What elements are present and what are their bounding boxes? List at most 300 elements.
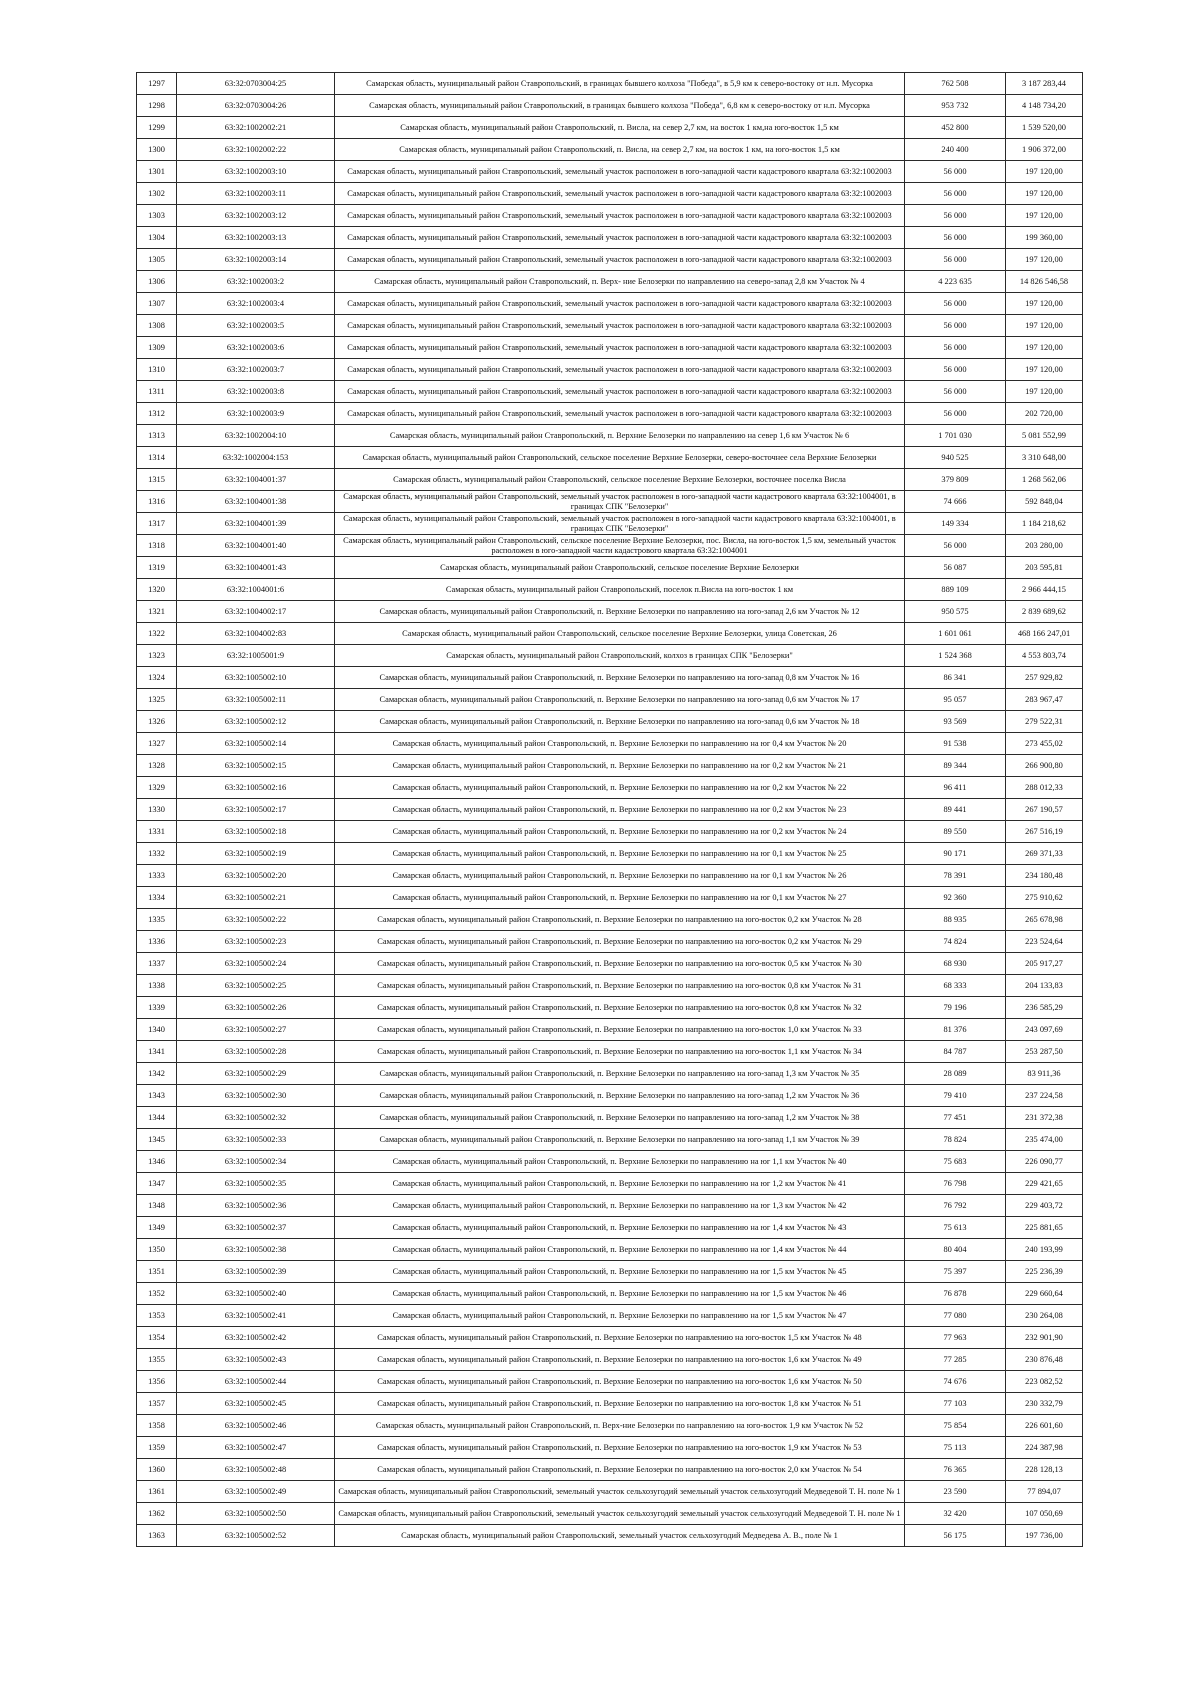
cadastral-value-cell: 275 910,62: [1006, 887, 1083, 909]
cadastral-number-cell: 63:32:1004001:38: [177, 491, 335, 513]
table-row: [137, 1283, 1083, 1305]
cadastral-number-cell: 63:32:1005002:35: [177, 1173, 335, 1195]
row-number-cell: 1333: [137, 865, 177, 887]
cadastral-number-cell: 63:32:1005002:29: [177, 1063, 335, 1085]
cadastral-value-cell: 592 848,04: [1006, 491, 1083, 513]
area-cell: 75 113: [905, 1437, 1006, 1459]
address-cell: Самарская область, муниципальный район Ставропольский, земельный участок расположен в юго-западной части кадастрового квартала 63:32:1002003: [335, 205, 905, 227]
row-number-cell: 1312: [137, 403, 177, 425]
area-cell: 88 935: [905, 909, 1006, 931]
area-cell: 93 569: [905, 711, 1006, 733]
table-row: [137, 1525, 1083, 1547]
cadastral-number-cell: 63:32:1005002:40: [177, 1283, 335, 1305]
row-number-cell: 1297: [137, 73, 177, 95]
table-row: [137, 645, 1083, 667]
cadastral-number-cell: 63:32:1005002:37: [177, 1217, 335, 1239]
row-number-cell: 1298: [137, 95, 177, 117]
area-cell: 56 000: [905, 161, 1006, 183]
row-number-cell: 1317: [137, 513, 177, 535]
table-row: [137, 1151, 1083, 1173]
table-row: [137, 447, 1083, 469]
area-cell: 68 333: [905, 975, 1006, 997]
cadastral-value-cell: 240 193,99: [1006, 1239, 1083, 1261]
table-row: [137, 733, 1083, 755]
row-number-cell: 1354: [137, 1327, 177, 1349]
row-number-cell: 1350: [137, 1239, 177, 1261]
area-cell: 76 365: [905, 1459, 1006, 1481]
row-number-cell: 1315: [137, 469, 177, 491]
cadastral-value-cell: 257 929,82: [1006, 667, 1083, 689]
address-cell: Самарская область, муниципальный район Ставропольский, земельный участок расположен в юго-западной части кадастрового квартала 63:32:1002003: [335, 249, 905, 271]
cadastral-value-cell: 267 516,19: [1006, 821, 1083, 843]
cadastral-number-cell: 63:32:1005002:46: [177, 1415, 335, 1437]
area-cell: 75 683: [905, 1151, 1006, 1173]
area-cell: 940 525: [905, 447, 1006, 469]
row-number-cell: 1325: [137, 689, 177, 711]
cadastral-value-cell: 3 187 283,44: [1006, 73, 1083, 95]
cadastral-value-cell: 197 120,00: [1006, 249, 1083, 271]
cadastral-number-cell: 63:32:1004001:37: [177, 469, 335, 491]
address-cell: Самарская область, муниципальный район Ставропольский, п. Верхние Белозерки по направлению на юг 1,5 км Участок № 45: [335, 1261, 905, 1283]
cadastral-number-cell: 63:32:1004001:40: [177, 535, 335, 557]
area-cell: 1 701 030: [905, 425, 1006, 447]
area-cell: 56 000: [905, 293, 1006, 315]
area-cell: 80 404: [905, 1239, 1006, 1261]
address-cell: Самарская область, муниципальный район Ставропольский, п. Верхние Белозерки по направлению на юг 0,2 км Участок № 21: [335, 755, 905, 777]
area-cell: 56 175: [905, 1525, 1006, 1547]
table-row: [137, 1305, 1083, 1327]
cadastral-value-cell: 230 332,79: [1006, 1393, 1083, 1415]
cadastral-number-cell: 63:32:1004002:83: [177, 623, 335, 645]
row-number-cell: 1362: [137, 1503, 177, 1525]
table-row: [137, 909, 1083, 931]
area-cell: 77 451: [905, 1107, 1006, 1129]
row-number-cell: 1359: [137, 1437, 177, 1459]
row-number-cell: 1338: [137, 975, 177, 997]
cadastral-value-cell: 1 539 520,00: [1006, 117, 1083, 139]
cadastral-value-cell: 279 522,31: [1006, 711, 1083, 733]
address-cell: Самарская область, муниципальный район Ставропольский, сельское поселение Верхние Белозерки, улица Советская, 26: [335, 623, 905, 645]
address-cell: Самарская область, муниципальный район Ставропольский, п. Верхние Белозерки по направлению на юго-восток 1,8 км Участок № 51: [335, 1393, 905, 1415]
cadastral-number-cell: 63:32:1002004:153: [177, 447, 335, 469]
table-row: [137, 1195, 1083, 1217]
table-row: [137, 1261, 1083, 1283]
address-cell: Самарская область, муниципальный район Ставропольский, п. Верхние Белозерки по направлению на север 1,6 км Участок № 6: [335, 425, 905, 447]
cadastral-number-cell: 63:32:1005002:18: [177, 821, 335, 843]
table-row: [137, 1129, 1083, 1151]
area-cell: 86 341: [905, 667, 1006, 689]
row-number-cell: 1309: [137, 337, 177, 359]
cadastral-value-cell: 224 387,98: [1006, 1437, 1083, 1459]
table-row: [137, 1415, 1083, 1437]
area-cell: 77 285: [905, 1349, 1006, 1371]
address-cell: Самарская область, муниципальный район Ставропольский, земельный участок расположен в юго-западной части кадастрового квартала 63:32:1002003: [335, 381, 905, 403]
cadastral-number-cell: 63:32:1002002:21: [177, 117, 335, 139]
address-cell: Самарская область, муниципальный район Ставропольский, п. Верхние Белозерки по направлению на юго-запад 0,6 км Участок № 18: [335, 711, 905, 733]
area-cell: 1 524 368: [905, 645, 1006, 667]
row-number-cell: 1304: [137, 227, 177, 249]
area-cell: 953 732: [905, 95, 1006, 117]
cadastral-number-cell: 63:32:1005002:36: [177, 1195, 335, 1217]
cadastral-value-cell: 197 120,00: [1006, 293, 1083, 315]
table-row: [137, 997, 1083, 1019]
cadastral-number-cell: 63:32:1005002:23: [177, 931, 335, 953]
address-cell: Самарская область, муниципальный район Ставропольский, п. Верхние Белозерки по направлению на юго-запад 0,8 км Участок № 16: [335, 667, 905, 689]
address-cell: Самарская область, муниципальный район Ставропольский, земельный участок расположен в юго-западной части кадастрового квартала 63:32:1002003: [335, 227, 905, 249]
row-number-cell: 1355: [137, 1349, 177, 1371]
row-number-cell: 1337: [137, 953, 177, 975]
cadastral-value-cell: 267 190,57: [1006, 799, 1083, 821]
cadastral-number-cell: 63:32:1005002:11: [177, 689, 335, 711]
address-cell: Самарская область, муниципальный район Ставропольский, п. Верхние Белозерки по направлению на юг 0,1 км Участок № 26: [335, 865, 905, 887]
address-cell: Самарская область, муниципальный район Ставропольский, п. Верхние Белозерки по направлению на юго-запад 1,2 км Участок № 36: [335, 1085, 905, 1107]
cadastral-number-cell: 63:32:1005002:52: [177, 1525, 335, 1547]
row-number-cell: 1344: [137, 1107, 177, 1129]
table-row: [137, 667, 1083, 689]
area-cell: 89 550: [905, 821, 1006, 843]
table-row: [137, 293, 1083, 315]
address-cell: Самарская область, муниципальный район Ставропольский, п. Верхние Белозерки по направлению на юго-восток 0,5 км Участок № 30: [335, 953, 905, 975]
table-row: [137, 1085, 1083, 1107]
row-number-cell: 1343: [137, 1085, 177, 1107]
address-cell: Самарская область, муниципальный район Ставропольский, поселок п.Висла на юго-восток 1 км: [335, 579, 905, 601]
address-cell: Самарская область, муниципальный район Ставропольский, п. Верхние Белозерки по направлению на юг 1,4 км Участок № 43: [335, 1217, 905, 1239]
table-row: [137, 73, 1083, 95]
table-row: [137, 271, 1083, 293]
area-cell: 84 787: [905, 1041, 1006, 1063]
area-cell: 240 400: [905, 139, 1006, 161]
row-number-cell: 1349: [137, 1217, 177, 1239]
cadastral-number-cell: 63:32:1005002:15: [177, 755, 335, 777]
cadastral-value-cell: 83 911,36: [1006, 1063, 1083, 1085]
cadastral-number-cell: 63:32:1002002:22: [177, 139, 335, 161]
table-row: [137, 117, 1083, 139]
row-number-cell: 1352: [137, 1283, 177, 1305]
address-cell: Самарская область, муниципальный район Ставропольский, сельское поселение Верхние Белозерки, пос. Висла, на юго-восток 1,5 км, земельный участок расположен в юго-западной части кадастрового квартала 63:32:1004001: [335, 535, 905, 557]
cadastral-number-cell: 63:32:1005002:12: [177, 711, 335, 733]
area-cell: 74 824: [905, 931, 1006, 953]
table-row: [137, 1459, 1083, 1481]
table-row: [137, 227, 1083, 249]
cadastral-value-cell: 4 553 803,74: [1006, 645, 1083, 667]
row-number-cell: 1321: [137, 601, 177, 623]
address-cell: Самарская область, муниципальный район Ставропольский, колхоз в границах СПК "Белозерки": [335, 645, 905, 667]
row-number-cell: 1320: [137, 579, 177, 601]
row-number-cell: 1301: [137, 161, 177, 183]
cadastral-value-cell: 236 585,29: [1006, 997, 1083, 1019]
table-row: [137, 315, 1083, 337]
table-row: [137, 799, 1083, 821]
table-row: [137, 1217, 1083, 1239]
cadastral-value-cell: 225 236,39: [1006, 1261, 1083, 1283]
row-number-cell: 1357: [137, 1393, 177, 1415]
area-cell: 889 109: [905, 579, 1006, 601]
cadastral-value-cell: 204 133,83: [1006, 975, 1083, 997]
address-cell: Самарская область, муниципальный район Ставропольский, п. Верхние Белозерки по направлению на юг 0,2 км Участок № 24: [335, 821, 905, 843]
cadastral-number-cell: 63:32:1002003:2: [177, 271, 335, 293]
area-cell: 79 410: [905, 1085, 1006, 1107]
cadastral-number-cell: 63:32:1002003:10: [177, 161, 335, 183]
cadastral-value-cell: 230 876,48: [1006, 1349, 1083, 1371]
address-cell: Самарская область, муниципальный район Ставропольский, п. Верх- ние Белозерки по направлению на северо-запад 2,8 км Участок № 4: [335, 271, 905, 293]
table-row: [137, 359, 1083, 381]
cadastral-number-cell: 63:32:1005001:9: [177, 645, 335, 667]
area-cell: 77 103: [905, 1393, 1006, 1415]
cadastral-value-cell: 197 120,00: [1006, 359, 1083, 381]
table-row: [137, 1063, 1083, 1085]
row-number-cell: 1330: [137, 799, 177, 821]
area-cell: 56 000: [905, 337, 1006, 359]
area-cell: 950 575: [905, 601, 1006, 623]
table-row: [137, 601, 1083, 623]
cadastral-number-cell: 63:32:1005002:20: [177, 865, 335, 887]
cadastral-value-cell: 225 881,65: [1006, 1217, 1083, 1239]
cadastral-number-cell: 63:32:1004002:17: [177, 601, 335, 623]
cadastral-value-cell: 205 917,27: [1006, 953, 1083, 975]
cadastral-value-cell: 265 678,98: [1006, 909, 1083, 931]
table-row: [137, 1173, 1083, 1195]
row-number-cell: 1306: [137, 271, 177, 293]
address-cell: Самарская область, муниципальный район Ставропольский, п. Верхние Белозерки по направлению на юго-восток 0,2 км Участок № 29: [335, 931, 905, 953]
row-number-cell: 1332: [137, 843, 177, 865]
row-number-cell: 1361: [137, 1481, 177, 1503]
area-cell: 4 223 635: [905, 271, 1006, 293]
row-number-cell: 1327: [137, 733, 177, 755]
row-number-cell: 1341: [137, 1041, 177, 1063]
cadastral-value-cell: 5 081 552,99: [1006, 425, 1083, 447]
cadastral-value-cell: 230 264,08: [1006, 1305, 1083, 1327]
cadastral-value-cell: 229 660,64: [1006, 1283, 1083, 1305]
row-number-cell: 1319: [137, 557, 177, 579]
area-cell: 75 397: [905, 1261, 1006, 1283]
cadastral-value-cell: 273 455,02: [1006, 733, 1083, 755]
cadastral-number-cell: 63:32:1005002:48: [177, 1459, 335, 1481]
table-row: [137, 1437, 1083, 1459]
area-cell: 77 080: [905, 1305, 1006, 1327]
row-number-cell: 1329: [137, 777, 177, 799]
address-cell: Самарская область, муниципальный район Ставропольский, земельный участок расположен в юго-западной части кадастрового квартала 63:32:1004001, в границах СПК "Белозерки": [335, 513, 905, 535]
row-number-cell: 1347: [137, 1173, 177, 1195]
cadastral-number-cell: 63:32:1002003:8: [177, 381, 335, 403]
cadastral-value-cell: 283 967,47: [1006, 689, 1083, 711]
cadastral-value-cell: 468 166 247,01: [1006, 623, 1083, 645]
cadastral-number-cell: 63:32:1005002:47: [177, 1437, 335, 1459]
area-cell: 56 000: [905, 315, 1006, 337]
row-number-cell: 1324: [137, 667, 177, 689]
address-cell: Самарская область, муниципальный район Ставропольский, п. Верхние Белозерки по направлению на юг 1,3 км Участок № 42: [335, 1195, 905, 1217]
cadastral-number-cell: 63:32:1005002:21: [177, 887, 335, 909]
table-row: [137, 975, 1083, 997]
row-number-cell: 1358: [137, 1415, 177, 1437]
row-number-cell: 1340: [137, 1019, 177, 1041]
cadastral-value-cell: 197 120,00: [1006, 161, 1083, 183]
cadastral-value-cell: 203 595,81: [1006, 557, 1083, 579]
table-row: [137, 1041, 1083, 1063]
area-cell: 76 878: [905, 1283, 1006, 1305]
row-number-cell: 1336: [137, 931, 177, 953]
cadastral-value-cell: 288 012,33: [1006, 777, 1083, 799]
address-cell: Самарская область, муниципальный район Ставропольский, в границах бывшего колхоза "Победа", 6,8 км к северо-востоку от н.п. Мусорка: [335, 95, 905, 117]
cadastral-number-cell: 63:32:1002003:5: [177, 315, 335, 337]
cadastral-value-cell: 2 839 689,62: [1006, 601, 1083, 623]
address-cell: Самарская область, муниципальный район Ставропольский, п. Верхние Белозерки по направлению на юг 1,5 км Участок № 46: [335, 1283, 905, 1305]
address-cell: Самарская область, муниципальный район Ставропольский, сельское поселение Верхние Белозерки: [335, 557, 905, 579]
cadastral-value-cell: 199 360,00: [1006, 227, 1083, 249]
cadastral-value-cell: 269 371,33: [1006, 843, 1083, 865]
cadastral-value-cell: 197 120,00: [1006, 337, 1083, 359]
cadastral-value-cell: 197 120,00: [1006, 205, 1083, 227]
cadastral-number-cell: 63:32:1005002:50: [177, 1503, 335, 1525]
address-cell: Самарская область, муниципальный район Ставропольский, п. Верхние Белозерки по направлению на юго-восток 0,8 км Участок № 31: [335, 975, 905, 997]
row-number-cell: 1300: [137, 139, 177, 161]
cadastral-number-cell: 63:32:1005002:39: [177, 1261, 335, 1283]
address-cell: Самарская область, муниципальный район Ставропольский, п. Верхние Белозерки по направлению на юг 0,2 км Участок № 23: [335, 799, 905, 821]
table-row: [137, 95, 1083, 117]
cadastral-value-cell: 203 280,00: [1006, 535, 1083, 557]
cadastral-number-cell: 63:32:1002003:9: [177, 403, 335, 425]
table-row: [137, 887, 1083, 909]
table-row: [137, 425, 1083, 447]
row-number-cell: 1348: [137, 1195, 177, 1217]
table-row: [137, 1503, 1083, 1525]
area-cell: 78 391: [905, 865, 1006, 887]
table-row: [137, 1107, 1083, 1129]
cadastral-number-cell: 63:32:1005002:32: [177, 1107, 335, 1129]
area-cell: 56 000: [905, 249, 1006, 271]
area-cell: 1 601 061: [905, 623, 1006, 645]
address-cell: Самарская область, муниципальный район Ставропольский, п. Верхние Белозерки по направлению на юго-восток 1,0 км Участок № 33: [335, 1019, 905, 1041]
area-cell: 452 800: [905, 117, 1006, 139]
address-cell: Самарская область, муниципальный район Ставропольский, п. Верхние Белозерки по направлению на юго-восток 1,5 км Участок № 48: [335, 1327, 905, 1349]
address-cell: Самарская область, муниципальный район Ставропольский, п. Верхние Белозерки по направлению на юго-запад 1,2 км Участок № 38: [335, 1107, 905, 1129]
area-cell: 77 963: [905, 1327, 1006, 1349]
area-cell: 56 000: [905, 183, 1006, 205]
row-number-cell: 1323: [137, 645, 177, 667]
address-cell: Самарская область, муниципальный район Ставропольский, земельный участок расположен в юго-западной части кадастрового квартала 63:32:1002003: [335, 293, 905, 315]
cadastral-number-cell: 63:32:1002003:6: [177, 337, 335, 359]
cadastral-value-cell: 3 310 648,00: [1006, 447, 1083, 469]
address-cell: Самарская область, муниципальный район Ставропольский, п. Верхние Белозерки по направлению на юго-восток 0,2 км Участок № 28: [335, 909, 905, 931]
table-row: [137, 1371, 1083, 1393]
table-row: [137, 777, 1083, 799]
document-sheet: [136, 72, 1082, 1547]
address-cell: Самарская область, муниципальный район Ставропольский, п. Верхние Белозерки по направлению на юго-восток 1,6 км Участок № 49: [335, 1349, 905, 1371]
table-row: [137, 513, 1083, 535]
address-cell: Самарская область, муниципальный район Ставропольский, п. Верхние Белозерки по направлению на юго-восток 1,6 км Участок № 50: [335, 1371, 905, 1393]
area-cell: 91 538: [905, 733, 1006, 755]
table-row: [137, 1019, 1083, 1041]
row-number-cell: 1299: [137, 117, 177, 139]
table-row: [137, 161, 1083, 183]
address-cell: Самарская область, муниципальный район Ставропольский, п. Верхние Белозерки по направлению на юг 1,2 км Участок № 41: [335, 1173, 905, 1195]
cadastral-value-cell: 4 148 734,20: [1006, 95, 1083, 117]
address-cell: Самарская область, муниципальный район Ставропольский, п. Висла, на север 2,7 км, на восток 1 км,на юго-восток 1,5 км: [335, 117, 905, 139]
table-row: [137, 1393, 1083, 1415]
cadastral-number-cell: 63:32:1002004:10: [177, 425, 335, 447]
cadastral-number-cell: 63:32:1002003:13: [177, 227, 335, 249]
table-row: [137, 491, 1083, 513]
table-row: [137, 249, 1083, 271]
row-number-cell: 1303: [137, 205, 177, 227]
address-cell: Самарская область, муниципальный район Ставропольский, в границах бывшего колхоза "Победа", в 5,9 км к северо-востоку от н.п. Мусорка: [335, 73, 905, 95]
cadastral-number-cell: 63:32:1005002:16: [177, 777, 335, 799]
table-row: [137, 931, 1083, 953]
area-cell: 75 613: [905, 1217, 1006, 1239]
area-cell: 56 087: [905, 557, 1006, 579]
address-cell: Самарская область, муниципальный район Ставропольский, земельный участок расположен в юго-западной части кадастрового квартала 63:32:1004001, в границах СПК "Белозерки": [335, 491, 905, 513]
address-cell: Самарская область, муниципальный район Ставропольский, сельское поселение Верхние Белозерки, северо-восточнее села Верхние Белозерки: [335, 447, 905, 469]
cadastral-value-cell: 202 720,00: [1006, 403, 1083, 425]
table-row: [137, 139, 1083, 161]
area-cell: 81 376: [905, 1019, 1006, 1041]
cadastral-value-cell: 197 120,00: [1006, 183, 1083, 205]
cadastral-number-cell: 63:32:1005002:42: [177, 1327, 335, 1349]
area-cell: 76 792: [905, 1195, 1006, 1217]
address-cell: Самарская область, муниципальный район Ставропольский, п. Верхние Белозерки по направлению на юго-восток 1,9 км Участок № 53: [335, 1437, 905, 1459]
address-cell: Самарская область, муниципальный район Ставропольский, п. Верх-ние Белозерки по направлению на юго-восток 1,9 км Участок № 52: [335, 1415, 905, 1437]
row-number-cell: 1310: [137, 359, 177, 381]
cadastral-number-cell: 63:32:1005002:24: [177, 953, 335, 975]
row-number-cell: 1339: [137, 997, 177, 1019]
row-number-cell: 1334: [137, 887, 177, 909]
cadastral-number-cell: 63:32:1005002:34: [177, 1151, 335, 1173]
address-cell: Самарская область, муниципальный район Ставропольский, земельный участок расположен в юго-западной части кадастрового квартала 63:32:1002003: [335, 403, 905, 425]
table-row: [137, 337, 1083, 359]
address-cell: Самарская область, муниципальный район Ставропольский, п. Верхние Белозерки по направлению на юго-запад 1,1 км Участок № 39: [335, 1129, 905, 1151]
area-cell: 32 420: [905, 1503, 1006, 1525]
table-row: [137, 557, 1083, 579]
table-row: [137, 205, 1083, 227]
cadastral-value-cell: 226 601,60: [1006, 1415, 1083, 1437]
table-row: [137, 953, 1083, 975]
area-cell: 95 057: [905, 689, 1006, 711]
table-row: [137, 579, 1083, 601]
area-cell: 56 000: [905, 227, 1006, 249]
cadastral-value-cell: 107 050,69: [1006, 1503, 1083, 1525]
cadastral-number-cell: 63:32:1005002:25: [177, 975, 335, 997]
address-cell: Самарская область, муниципальный район Ставропольский, п. Верхние Белозерки по направлению на юг 0,4 км Участок № 20: [335, 733, 905, 755]
cadastral-value-cell: 1 906 372,00: [1006, 139, 1083, 161]
table-row: [137, 843, 1083, 865]
cadastral-number-cell: 63:32:1005002:22: [177, 909, 335, 931]
table-row: [137, 1349, 1083, 1371]
row-number-cell: 1353: [137, 1305, 177, 1327]
row-number-cell: 1346: [137, 1151, 177, 1173]
row-number-cell: 1307: [137, 293, 177, 315]
cadastral-value-cell: 232 901,90: [1006, 1327, 1083, 1349]
table-row: [137, 469, 1083, 491]
row-number-cell: 1335: [137, 909, 177, 931]
cadastral-number-cell: 63:32:1005002:45: [177, 1393, 335, 1415]
cadastral-value-cell: 1 268 562,06: [1006, 469, 1083, 491]
cadastral-number-cell: 63:32:1005002:28: [177, 1041, 335, 1063]
row-number-cell: 1328: [137, 755, 177, 777]
table-row: [137, 1239, 1083, 1261]
area-cell: 68 930: [905, 953, 1006, 975]
row-number-cell: 1351: [137, 1261, 177, 1283]
area-cell: 23 590: [905, 1481, 1006, 1503]
cadastral-number-cell: 63:32:0703004:26: [177, 95, 335, 117]
table-row: [137, 1481, 1083, 1503]
address-cell: Самарская область, муниципальный район Ставропольский, п. Верхние Белозерки по направлению на юго-восток 1,1 км Участок № 34: [335, 1041, 905, 1063]
address-cell: Самарская область, муниципальный район Ставропольский, п. Верхние Белозерки по направлению на юг 0,1 км Участок № 27: [335, 887, 905, 909]
row-number-cell: 1360: [137, 1459, 177, 1481]
row-number-cell: 1316: [137, 491, 177, 513]
table-row: [137, 403, 1083, 425]
area-cell: 762 508: [905, 73, 1006, 95]
cadastral-value-cell: 197 736,00: [1006, 1525, 1083, 1547]
row-number-cell: 1313: [137, 425, 177, 447]
